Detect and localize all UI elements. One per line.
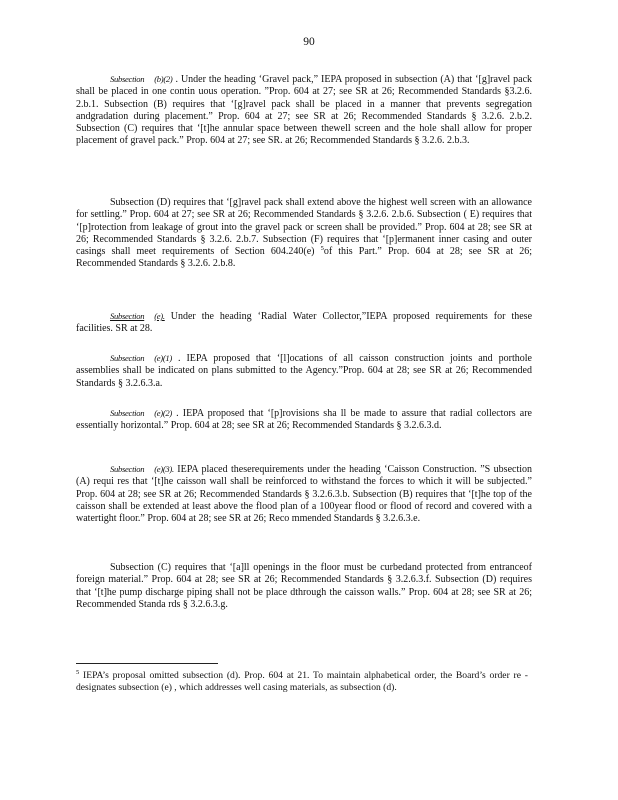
subsection-cite: (e)(2) xyxy=(154,408,172,418)
paragraph-text: . IEPA proposed that ‘[p]rovisions sha ll be made to assure that radial collectors are essentially horizontal.” Prop. 604 at 28; see SR at 26; Recommended Standards § 3.2.6.3.d. xyxy=(76,408,533,432)
footnote-divider xyxy=(76,663,218,664)
paragraph-text: . Under the heading ‘Gravel pack,” IEPA proposed in subsection (A) that ‘[g]ravel pack shall be placed in one contin uous operation. ”Prop. 604 at 27; see SR at 26; Recommended Standards §3.2.6. 2.b.1. Subsection (B) requires that ‘[g]ravel pack shall be placed in a manner that prevents segregation andgradation during placement.” Prop. 604 at 27; see SR at 26; Recommended Standards § 3.2.6. 2.b.2. Subsection (C) requires that ‘[t]he annular space between thewell screen and the hole shall allow for proper placement of gravel pack.” Prop. 604 at 27; see SR. at 26; Recommended Standards § 3.2.6. 2.b.3. xyxy=(76,74,533,147)
paragraph-subsection-e1 xyxy=(76,352,532,390)
page-number: 90 xyxy=(303,36,315,48)
paragraph-text: Subsection (D) requires that ‘[g]ravel pack shall extend above the highest well screen with an allowance for settling.” Prop. 604 at 27; see SR at 26; Recommended Standards § 3.2.6. 2.b.6. Subsection ( E) requires that ‘[p]rotection from leakage of grout into the gravel pack or screen shall be provided.” Prop. 604 at 28; see SR at 26; Recommended Standards § 3.2.6. 2.b.7. Subsection (F) requires that ‘[p]ermanent inner casing and outer casings shall meet requirements of Section 604.240(e) xyxy=(76,197,532,258)
paragraph-subsection-e3 xyxy=(76,463,532,525)
paragraph-text-tail: of this Part.” Prop. 604 at 28; see SR at 26; Recommended Standards § 3.2.6. 2.b.8. xyxy=(76,246,533,270)
paragraph-subsection-e xyxy=(76,310,532,336)
paragraph-subsection-d-f xyxy=(76,197,532,271)
subsection-cite: (e). xyxy=(154,311,165,321)
footnote-mark: 5 xyxy=(76,669,80,676)
paragraph-subsection-e2 xyxy=(76,407,532,433)
subsection-cite: (e)(3). xyxy=(154,464,174,474)
subsection-heading: Subsection xyxy=(110,353,145,363)
subsection-heading: Subsection xyxy=(110,464,145,474)
footnote-reference[interactable]: 5 xyxy=(320,245,324,253)
paragraph-subsection-c-d xyxy=(76,562,532,611)
footnote-text: IEPA’s proposal omitted subsection (d). Prop. 604 at 21. To maintain alphabetical order, the Board’s order re - designates subsection (e) , which addresses well casing materials, as subsection (d). xyxy=(76,670,528,693)
subsection-heading: Subsection xyxy=(110,408,145,418)
subsection-cite: (b)(2) xyxy=(154,74,173,84)
subsection-heading: Subsection xyxy=(110,74,145,84)
paragraph-text: Subsection (C) requires that ‘[a]ll openings in the floor must be curbedand protected from entranceof foreign material.” Prop. 604 at 28; see SR at 26; Recommended Standards § 3.2.6.3.f. Subsection (D) requires that ‘[t]he pump discharge piping shall not be place dthrough the caisson walls.” Prop. 604 at 28; see SR at 26; Recommended Standa rds § 3.2.6.3.g. xyxy=(76,562,532,610)
paragraph-subsection-b2 xyxy=(76,73,532,148)
subsection-cite: (e)(1) xyxy=(154,353,172,363)
paragraph-text: . IEPA proposed that ‘[l]ocations of all caisson construction joints and porthole assemblies shall be indicated on plans submitted to the Agency.”Prop. 604 at 28; see SR at 26; Recommended Standards § 3.2.6.3.a. xyxy=(76,353,532,389)
subsection-heading: Subsection xyxy=(110,311,145,321)
paragraph-text: IEPA placed theserequirements under the heading ‘Caisson Construction. ”S ubsection (A) requi res that ‘[t]he caisson wall shall be reinforced to withstand the forces to which it will be subjected.” Prop. 604 at 28; see SR at 26; Recommended Standards § 3.2.6.3.b. Subsection (B) requires that ‘[t]he top of the caisson shall be extended at least above the flood plan of a 100year flood or flood of record and covered with a watertight floor.” Prop. 604 at 28; see SR at 26; Reco mmended Standards § 3.2.6.3.e. xyxy=(76,464,533,525)
paragraph-text: Under the heading ‘Radial Water Collector,”IEPA proposed requirements for these facilities. SR at 28. xyxy=(76,311,533,335)
footnote xyxy=(76,670,528,694)
